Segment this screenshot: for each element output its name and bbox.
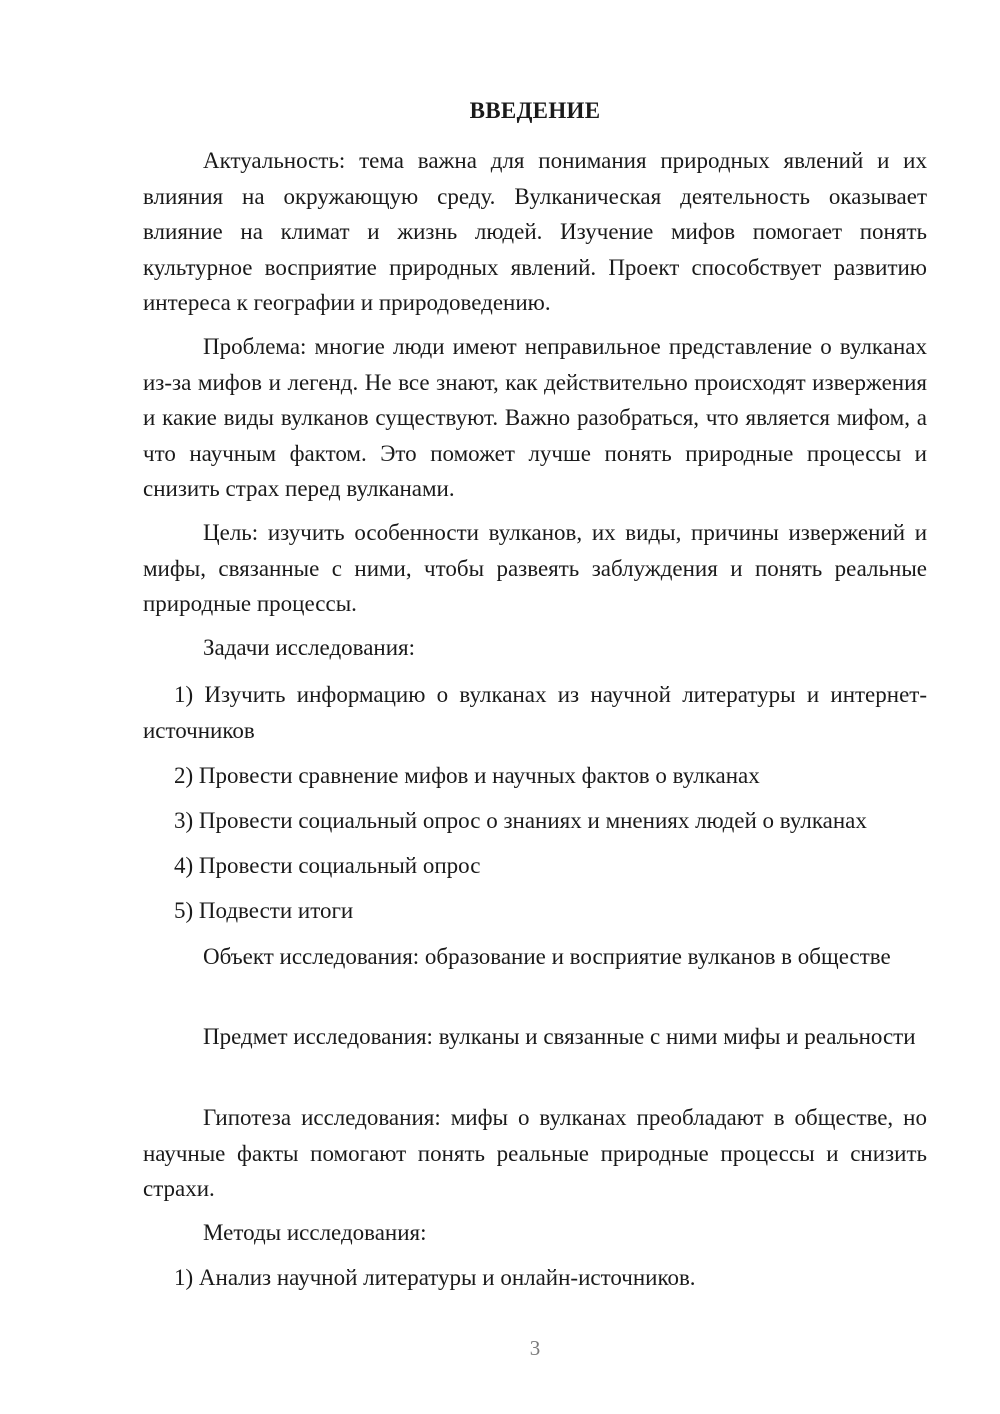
task-item-5: 5) Подвести итоги	[174, 898, 354, 923]
relevance-paragraph: Актуальность: тема важна для понимания природных явлений и их влияния на окружающую среду. Вулканическая деятельность оказывает влияние на климат и жизнь людей. Изучение мифов помогает понять культурное восприятие природных явлений. Проект способствует развитию интереса к географии и природоведению.	[143, 148, 927, 315]
hypothesis-paragraph: Гипотеза исследования: мифы о вулканах преобладают в обществе, но научные факты помогают понять реальные природные процессы и снизить страхи.	[143, 1105, 927, 1201]
document-page	[143, 0, 927, 1414]
subject-paragraph: Предмет исследования: вулканы и связанные с ними мифы и реальности	[203, 1024, 916, 1049]
page-number: 3	[529, 1336, 541, 1360]
page-title: ВВЕДЕНИЕ	[469, 98, 601, 123]
goal-paragraph: Цель: изучить особенности вулканов, их виды, причины извержений и мифы, связанные с ними, чтобы развеять заблуждения и понять реальные природные процессы.	[143, 520, 927, 616]
task-item-4: 4) Провести социальный опрос	[174, 853, 481, 878]
task-item-1: 1) Изучить информацию о вулканах из научной литературы и интернет-источников	[143, 682, 927, 743]
task-item-2: 2) Провести сравнение мифов и научных фактов о вулканах	[174, 763, 760, 788]
tasks-heading: Задачи исследования:	[203, 635, 416, 660]
object-paragraph: Объект исследования: образование и восприятие вулканов в обществе	[203, 944, 891, 969]
methods-heading: Методы исследования:	[203, 1220, 427, 1245]
method-item-1: 1) Анализ научной литературы и онлайн-источников.	[174, 1265, 696, 1290]
task-item-3: 3) Провести социальный опрос о знаниях и мнениях людей о вулканах	[174, 808, 867, 833]
problem-paragraph: Проблема: многие люди имеют неправильное представление о вулканах из-за мифов и легенд. Не все знают, как действительно происходят извержения и какие виды вулканов существуют. Важно разобраться, что является мифом, а что научным фактом. Это поможет лучше понять природные процессы и снизить страх перед вулканами.	[143, 334, 927, 501]
